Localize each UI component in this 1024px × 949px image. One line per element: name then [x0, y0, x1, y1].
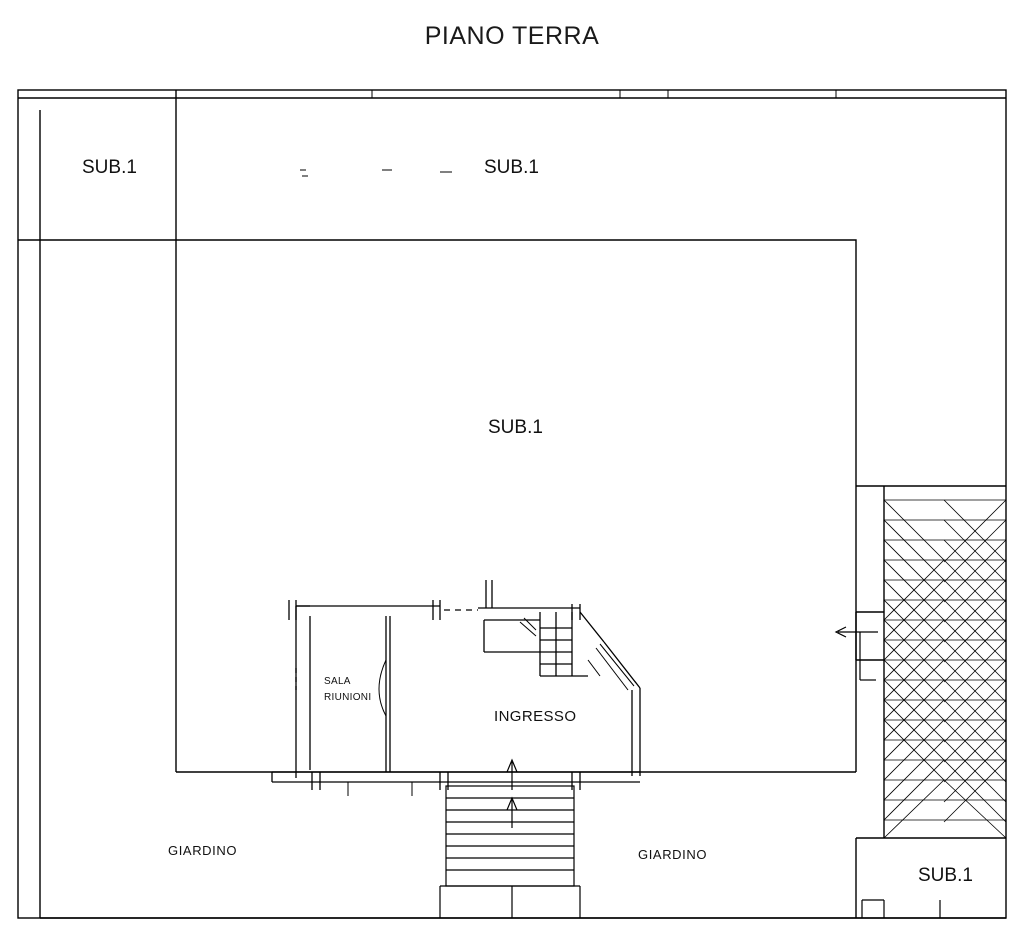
label-giardino-right: GIARDINO — [638, 847, 708, 862]
top-band-marks — [300, 90, 836, 176]
main-building-outline — [176, 240, 856, 772]
label-sala-riunioni-line2: RIUNIONI — [324, 692, 372, 703]
property-boundary — [18, 90, 1006, 918]
label-sub1-center: SUB.1 — [488, 417, 543, 438]
label-sub1-top-center: SUB.1 — [484, 157, 539, 178]
label-sub1-top-left: SUB.1 — [82, 157, 137, 178]
page-title: PIANO TERRA — [424, 22, 600, 50]
ramp-direction-arrow — [836, 627, 878, 680]
hatched-ramp — [884, 500, 1006, 838]
label-sala-riunioni-line1: SALA — [324, 676, 351, 687]
external-stair — [440, 760, 580, 918]
label-ingresso: INGRESSO — [494, 708, 577, 725]
label-giardino-left: GIARDINO — [168, 843, 238, 858]
label-sub1-bottom-right: SUB.1 — [918, 865, 973, 886]
interior-walls — [272, 580, 640, 796]
bottom-right-details — [862, 900, 940, 918]
